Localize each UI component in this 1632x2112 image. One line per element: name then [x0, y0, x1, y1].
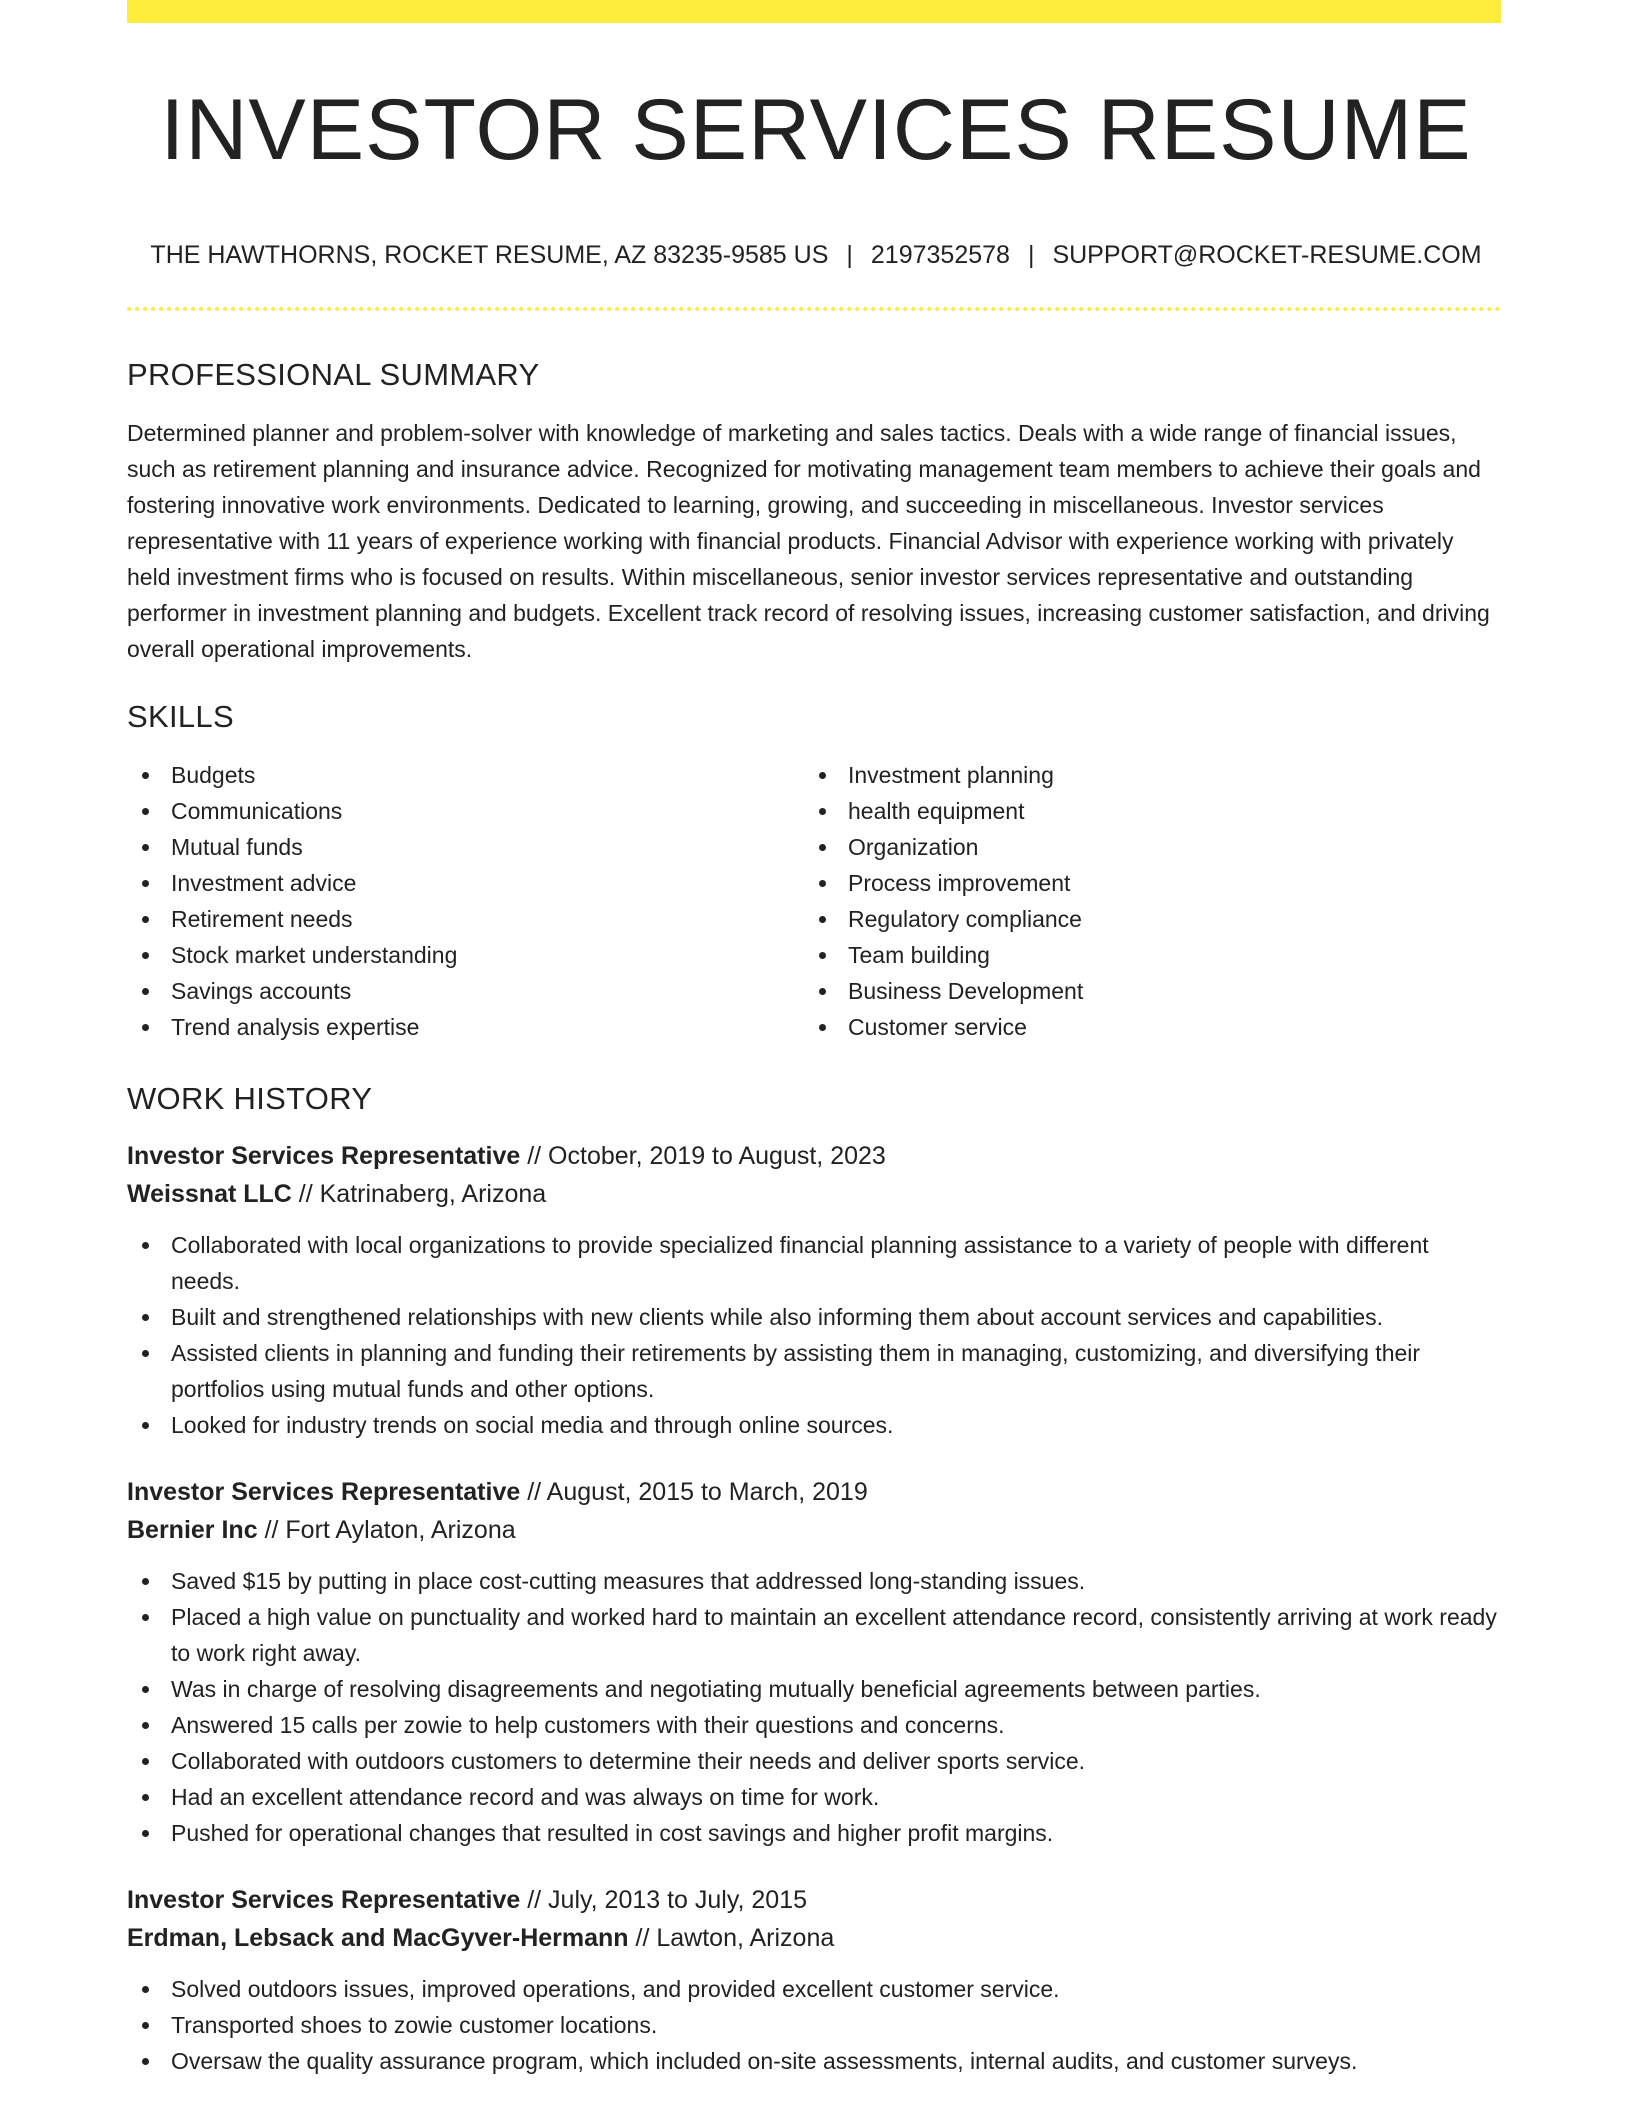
job-bullet: Transported shoes to zowie customer locations.: [127, 2007, 1501, 2043]
skill-item: Stock market understanding: [127, 937, 804, 973]
summary-heading: PROFESSIONAL SUMMARY: [127, 357, 540, 392]
skills-left-list: [127, 757, 804, 1045]
job-bullet: Was in charge of resolving disagreements and negotiating mutually beneficial agreements between parties.: [127, 1671, 1501, 1707]
skill-item: Business Development: [804, 973, 1481, 1009]
skill-item: health equipment: [804, 793, 1481, 829]
job-bullets: [127, 1971, 1501, 2079]
skill-item: Team building: [804, 937, 1481, 973]
work-heading: WORK HISTORY: [127, 1081, 373, 1116]
contact-separator: |: [1027, 241, 1035, 269]
job-company: Erdman, Lebsack and MacGyver-Hermann: [127, 1924, 629, 1952]
job-title: Investor Services Representative: [127, 1142, 521, 1170]
job-title-line: [127, 1137, 1501, 1175]
job-bullet: Collaborated with local organizations to provide specialized financial planning assistance to a variety of people with different needs.: [127, 1227, 1501, 1299]
job-company: Bernier Inc: [127, 1516, 258, 1544]
jobs-list: [127, 1137, 1501, 2079]
job-bullet: Assisted clients in planning and funding their retirements by assisting them in managing, customizing, and diversifying their portfolios using mutual funds and other options.: [127, 1335, 1501, 1407]
job-title: Investor Services Representative: [127, 1886, 521, 1914]
contact-address: THE HAWTHORNS, ROCKET RESUME, AZ 83235-9585 US: [150, 241, 829, 269]
job-entry: [127, 1881, 1501, 2079]
job-title-line: [127, 1473, 1501, 1511]
job-bullet: Collaborated with outdoors customers to determine their needs and deliver sports service.: [127, 1743, 1501, 1779]
skill-item: Investment planning: [804, 757, 1481, 793]
job-bullet: Pushed for operational changes that resulted in cost savings and higher profit margins.: [127, 1815, 1501, 1851]
job-bullet: Placed a high value on punctuality and worked hard to maintain an excellent attendance record, consistently arriving at work ready to work right away.: [127, 1599, 1501, 1671]
contact-line: [0, 238, 1632, 272]
contact-email: SUPPORT@ROCKET-RESUME.COM: [1052, 241, 1482, 269]
job-dates: // August, 2015 to March, 2019: [527, 1478, 868, 1506]
summary-section: [127, 355, 1501, 667]
job-bullet: Answered 15 calls per zowie to help customers with their questions and concerns.: [127, 1707, 1501, 1743]
job-company-line: [127, 1175, 1501, 1213]
job-bullet: Built and strengthened relationships with new clients while also informing them about account services and capabilities.: [127, 1299, 1501, 1335]
job-dates: // July, 2013 to July, 2015: [527, 1886, 808, 1914]
skill-item: Trend analysis expertise: [127, 1009, 804, 1045]
skill-item: Communications: [127, 793, 804, 829]
resume-content: [127, 355, 1501, 2079]
job-location: // Fort Aylaton, Arizona: [264, 1516, 516, 1544]
skill-item: Savings accounts: [127, 973, 804, 1009]
job-bullet: Had an excellent attendance record and was always on time for work.: [127, 1779, 1501, 1815]
job-entry: [127, 1473, 1501, 1851]
job-company-line: [127, 1511, 1501, 1549]
skills-heading: SKILLS: [127, 699, 234, 734]
accent-bar: [127, 0, 1501, 23]
page-title: INVESTOR SERVICES RESUME: [160, 82, 1472, 178]
skill-item: Customer service: [804, 1009, 1481, 1045]
skills-section: [127, 697, 1501, 1045]
job-bullets: [127, 1563, 1501, 1851]
job-location: // Katrinaberg, Arizona: [298, 1180, 547, 1208]
skills-columns: [127, 757, 1501, 1045]
work-section: [127, 1079, 1501, 2079]
skill-item: Mutual funds: [127, 829, 804, 865]
job-company-line: [127, 1919, 1501, 1957]
skill-item: Retirement needs: [127, 901, 804, 937]
skills-right-list: [804, 757, 1481, 1045]
skill-item: Regulatory compliance: [804, 901, 1481, 937]
job-bullets: [127, 1227, 1501, 1443]
contact-separator: |: [846, 241, 853, 269]
job-title-line: [127, 1881, 1501, 1919]
job-company: Weissnat LLC: [127, 1180, 292, 1208]
job-bullet: Solved outdoors issues, improved operations, and provided excellent customer service.: [127, 1971, 1501, 2007]
summary-text: Determined planner and problem-solver with knowledge of marketing and sales tactics. Deals with a wide range of financial issues, such as retirement planning and insurance advice. Recognized for motivating management team members to achieve their goals and fostering innovative work environments. Dedicated to learning, growing, and succeeding in miscellaneous. Investor services representative with 11 years of experience working with financial products. Financial Advisor with experience working with privately held investment firms who is focused on results. Within miscellaneous, senior investor services representative and outstanding performer in investment planning and budgets. Excellent track record of resolving issues, increasing customer satisfaction, and driving overall operational improvements.: [127, 420, 1490, 662]
skill-item: Process improvement: [804, 865, 1481, 901]
job-bullet: Oversaw the quality assurance program, which included on-site assessments, internal audits, and customer surveys.: [127, 2043, 1501, 2079]
dotted-divider: [127, 307, 1501, 311]
skill-item: Investment advice: [127, 865, 804, 901]
contact-phone: 2197352578: [870, 241, 1010, 269]
job-location: // Lawton, Arizona: [635, 1924, 835, 1952]
job-entry: [127, 1137, 1501, 1443]
job-bullet: Looked for industry trends on social media and through online sources.: [127, 1407, 1501, 1443]
job-bullet: Saved $15 by putting in place cost-cutting measures that addressed long-standing issues.: [127, 1563, 1501, 1599]
skill-item: Organization: [804, 829, 1481, 865]
job-title: Investor Services Representative: [127, 1478, 521, 1506]
job-dates: // October, 2019 to August, 2023: [527, 1142, 886, 1170]
skill-item: Budgets: [127, 757, 804, 793]
